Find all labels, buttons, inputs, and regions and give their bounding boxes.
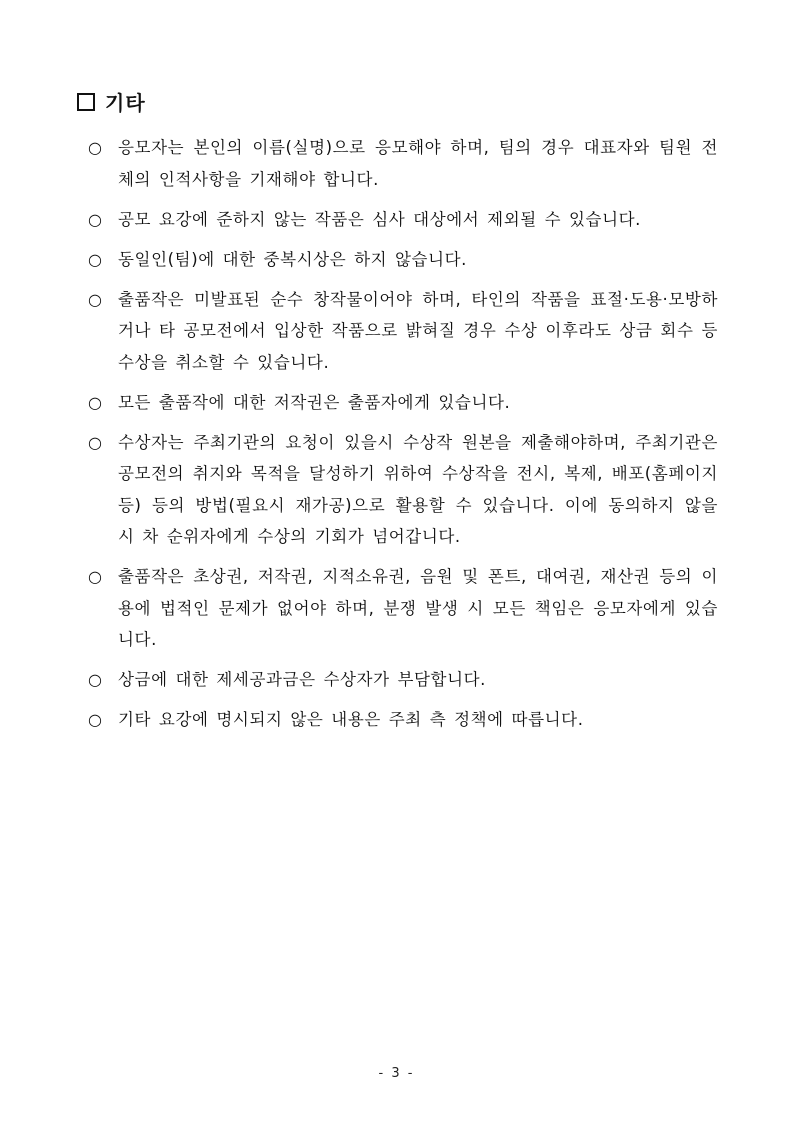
list-item [88,204,718,236]
list-item [88,704,718,736]
circle-bullet-icon: ○ [88,249,103,269]
list-item [88,244,718,276]
list-item-text: 동일인(팀)에 대한 중복시상은 하지 않습니다. [118,249,468,269]
list-item [88,427,718,553]
circle-bullet-icon: ○ [88,289,103,309]
circle-bullet-icon: ○ [88,670,103,689]
list-item [88,561,718,656]
list-item-text: 모든 출품작에 대한 저작권은 출품자에게 있습니다. [118,392,511,412]
list-item [88,664,718,696]
list-item [88,284,718,379]
list-item-text: 응모자는 본인의 이름(실명)으로 응모해야 하며, 팀의 경우 대표자와 팀원 전체의 인적사항을 기재해야 합니다. [118,138,718,189]
list-item-text: 공모 요강에 준하지 않는 작품은 심사 대상에서 제외될 수 있습니다. [118,209,642,229]
section-title-text: 기타 [105,91,146,115]
list-item-text: 출품작은 미발표된 순수 창작물이어야 하며, 타인의 작품을 표절·도용·모방하거나 타 공모전에서 입상한 작품으로 밝혀질 경우 수상 이후라도 상금 회수 등 수상을 취소할 수 있습니다. [118,289,718,372]
list-item [88,387,718,419]
list-item-text: 기타 요강에 명시되지 않은 내용은 주최 측 정책에 따릅니다. [118,710,584,729]
page-number: - 3 - [378,1066,415,1081]
circle-bullet-icon: ○ [88,567,103,586]
notice-list [88,132,718,744]
hollow-square-bullet-icon [77,93,95,111]
circle-bullet-icon: ○ [88,392,103,412]
list-item [88,132,718,195]
list-item-text: 출품작은 초상권, 저작권, 지적소유권, 음원 및 폰트, 대여권, 재산권 등의 이용에 법적인 문제가 없어야 하며, 분쟁 발생 시 모든 책임은 응모자에게 있습니다. [118,567,718,649]
list-item-text: 수상자는 주최기관의 요청이 있을시 수상작 원본을 제출해야하며, 주최기관은 공모전의 취지와 목적을 달성하기 위하여 수상작을 전시, 복제, 배포(홈페이지 등) 등의 방법(필요시 재가공)으로 활용할 수 있습니다. 이에 동의하지 않을 시 차 순위자에게 수상의 기회가 넘어갑니다. [118,432,718,546]
circle-bullet-icon: ○ [88,710,103,729]
section-heading [77,88,146,118]
circle-bullet-icon: ○ [88,138,103,157]
list-item-text: 상금에 대한 제세공과금은 수상자가 부담합니다. [118,670,487,689]
circle-bullet-icon: ○ [88,209,103,229]
circle-bullet-icon: ○ [88,432,103,452]
